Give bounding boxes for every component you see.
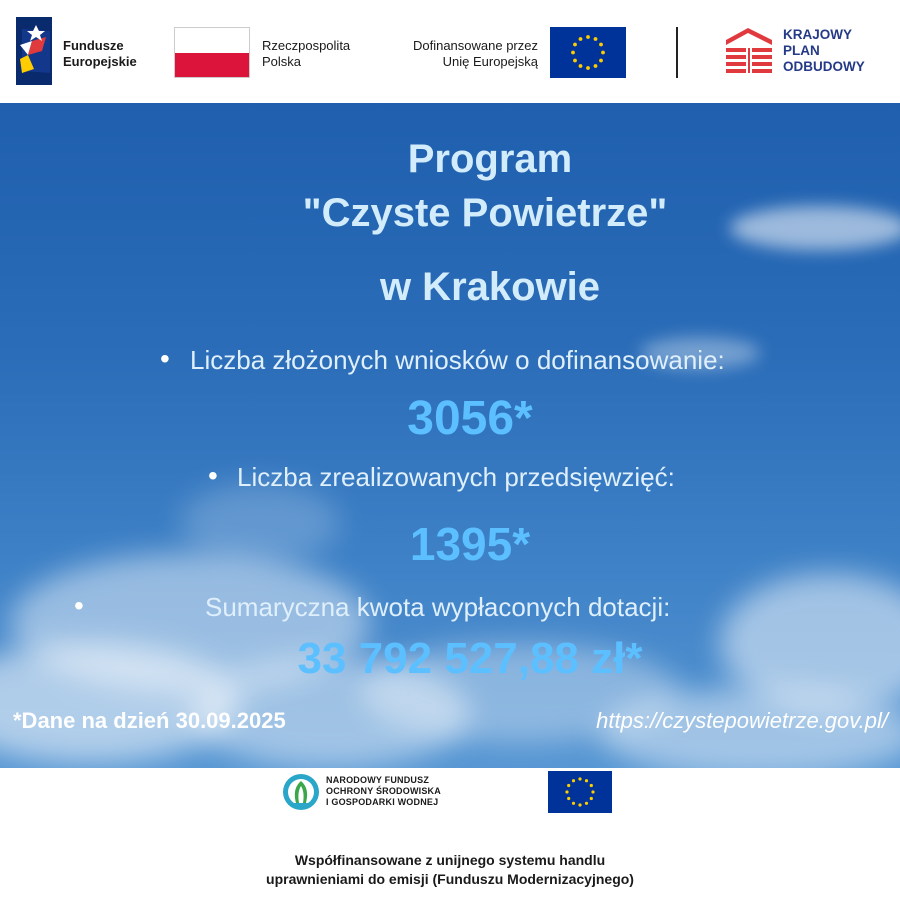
footer-section	[0, 768, 900, 900]
stat-label-subsidies: Sumaryczna kwota wypłaconych dotacji:	[205, 592, 671, 622]
logo-header	[0, 0, 900, 103]
cofin-line1: Współfinansowane z unijnego systemu handlu	[294, 852, 606, 868]
eu-flag-small-icon	[548, 771, 612, 813]
nfosigw-logo-icon	[282, 773, 320, 811]
cofinancing-note	[150, 851, 750, 889]
title-line-1: Program	[407, 137, 573, 181]
nfosigw-label	[326, 775, 441, 808]
kpo-line1: KRAJOWY	[783, 27, 853, 42]
eu-cofinanced-label	[380, 38, 538, 70]
fe-line1: Fundusze	[63, 38, 124, 53]
stat-label-completed: Liczba zrealizowanych przedsięwzięć:	[237, 462, 675, 492]
eu-line1: Dofinansowane przez	[412, 38, 538, 53]
website-link[interactable]: https://czystepowietrze.gov.pl/	[596, 708, 888, 733]
kpo-logo-icon	[726, 28, 772, 78]
title-line-2: "Czyste Powietrze"	[302, 191, 668, 235]
kpo-line3: ODBUDOWY	[783, 59, 865, 74]
nf-line2: OCHRONY ŚRODOWISKA	[326, 786, 441, 796]
main-panel	[0, 103, 900, 768]
fundusze-europejskie-logo-icon	[16, 17, 52, 85]
fundusze-europejskie-label	[63, 38, 137, 70]
nf-line3: I GOSPODARKI WODNEJ	[326, 797, 439, 807]
rp-line1: Rzeczpospolita	[262, 38, 351, 53]
bullet-3: •	[74, 590, 84, 621]
bullet-1: •	[160, 343, 170, 374]
stat-value-applications: 3056*	[407, 392, 533, 445]
eu-line2: Unię Europejską	[442, 54, 538, 69]
kpo-label	[783, 27, 865, 75]
stat-value-completed: 1395*	[409, 518, 531, 570]
stat-value-subsidies: 33 792 527,88 zł*	[297, 634, 643, 683]
bullet-2: •	[208, 460, 218, 491]
nf-line1: NARODOWY FUNDUSZ	[326, 775, 430, 785]
fe-line2: Europejskie	[63, 54, 137, 69]
kpo-line2: PLAN	[783, 43, 820, 58]
stat-label-applications: Liczba złożonych wniosków o dofinansowanie:	[190, 345, 725, 375]
eu-flag-icon	[550, 27, 626, 78]
poland-flag-icon	[174, 27, 250, 78]
rzeczpospolita-label	[262, 38, 350, 70]
data-date-footnote: *Dane na dzień 30.09.2025	[13, 708, 286, 733]
cofin-line2: uprawnieniami do emisji (Funduszu Modernizacyjnego)	[266, 871, 634, 887]
header-divider	[676, 27, 678, 78]
title-line-3: w Krakowie	[379, 265, 601, 309]
rp-line2: Polska	[262, 54, 302, 69]
